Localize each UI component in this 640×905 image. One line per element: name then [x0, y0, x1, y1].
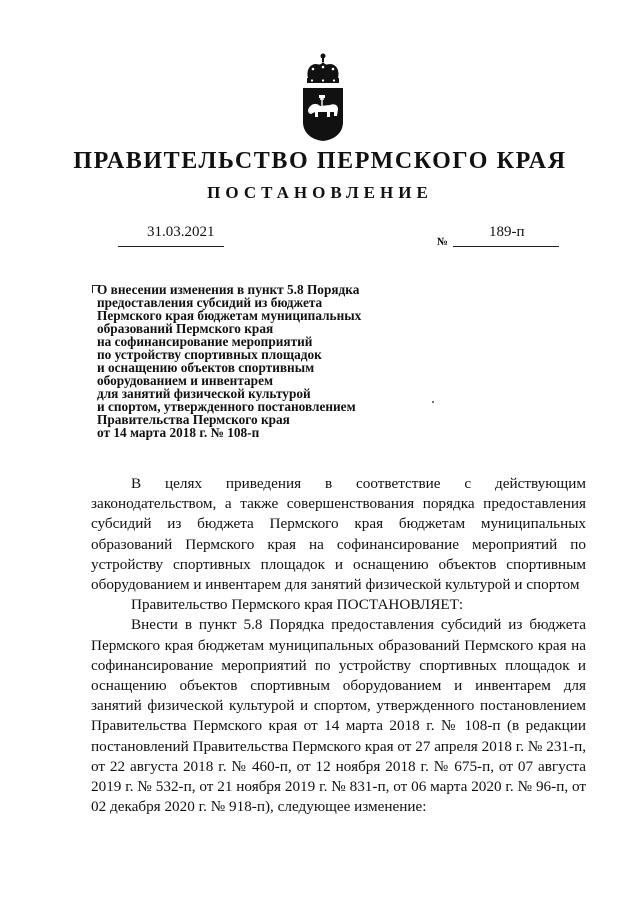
subject-line: и оснащению объектов спортивным	[97, 360, 315, 375]
document-date: 31.03.2021	[147, 224, 215, 240]
number-sign: №	[437, 236, 449, 248]
subject-line: и спортом, утвержденного постановлением	[97, 399, 356, 414]
government-title: ПРАВИТЕЛЬСТВО ПЕРМСКОГО КРАЯ	[73, 148, 567, 174]
document-body	[91, 474, 586, 817]
document-type-heading: ПОСТАНОВЛЕНИЕ	[207, 183, 433, 202]
body-paragraph: Внести в пункт 5.8 Порядка предоставления субсидий из бюджета Пермского края бюджетам муниципальных образований Пермского края на софинансирование мероприятий по устройству спортивных площадок и оснащению объектов спортивным оборудованием и инвентарем для занятий физической культурой и спортом, утвержденного постановлением Правительства Пермского края от 14 марта 2018 г. № 108-п (в редакции постановлений Правительства Пермского края от 27 апреля 2018 г. № 231-п, от 22 августа 2018 г. № 460-п, от 12 ноября 2018 г. № 675-п, от 07 августа 2019 г. № 532-п, от 21 ноября 2019 г. № 831-п, от 06 марта 2020 г. № 96-п, от 02 декабря 2020 г. № 918-п), следующее изменение:	[91, 616, 586, 816]
document-number: 189-п	[489, 224, 525, 240]
body-paragraph: Правительство Пермского края ПОСТАНОВЛЯЕТ:	[131, 596, 464, 614]
coat-of-arms-emblem	[300, 52, 346, 142]
date-underline	[118, 246, 224, 247]
subject-line: на софинансирование мероприятий	[97, 334, 313, 349]
subject-line: от 14 марта 2018 г. № 108-п	[97, 425, 260, 440]
subject-line: Пермского края бюджетам муниципальных	[97, 308, 362, 323]
subject-line: оборудованием и инвентарем	[97, 373, 274, 388]
shield-icon	[303, 88, 343, 141]
crown-icon	[307, 54, 339, 84]
document-subject	[97, 283, 427, 439]
subject-line: по устройству спортивных площадок	[97, 347, 322, 362]
subject-line: образований Пермского края	[97, 321, 274, 336]
subject-line: О внесении изменения в пункт 5.8 Порядка	[97, 282, 360, 297]
subject-line: Правительства Пермского края	[97, 412, 290, 427]
subject-line: для занятий физической культурой	[97, 386, 311, 401]
scan-dot	[432, 401, 434, 403]
subject-line: предоставления субсидий из бюджета	[97, 295, 323, 310]
body-paragraph: В целях приведения в соответствие с действующим законодательством, а также совершенствования порядка предоставления субсидий из бюджета Пермского края бюджетам муниципальных образований Пермского края на софинансирование мероприятий по устройству спортивных площадок и оснащению объектов спортивным оборудованием и инвентарем для занятий физической культурой и спортом	[91, 475, 586, 594]
number-underline	[453, 246, 559, 247]
